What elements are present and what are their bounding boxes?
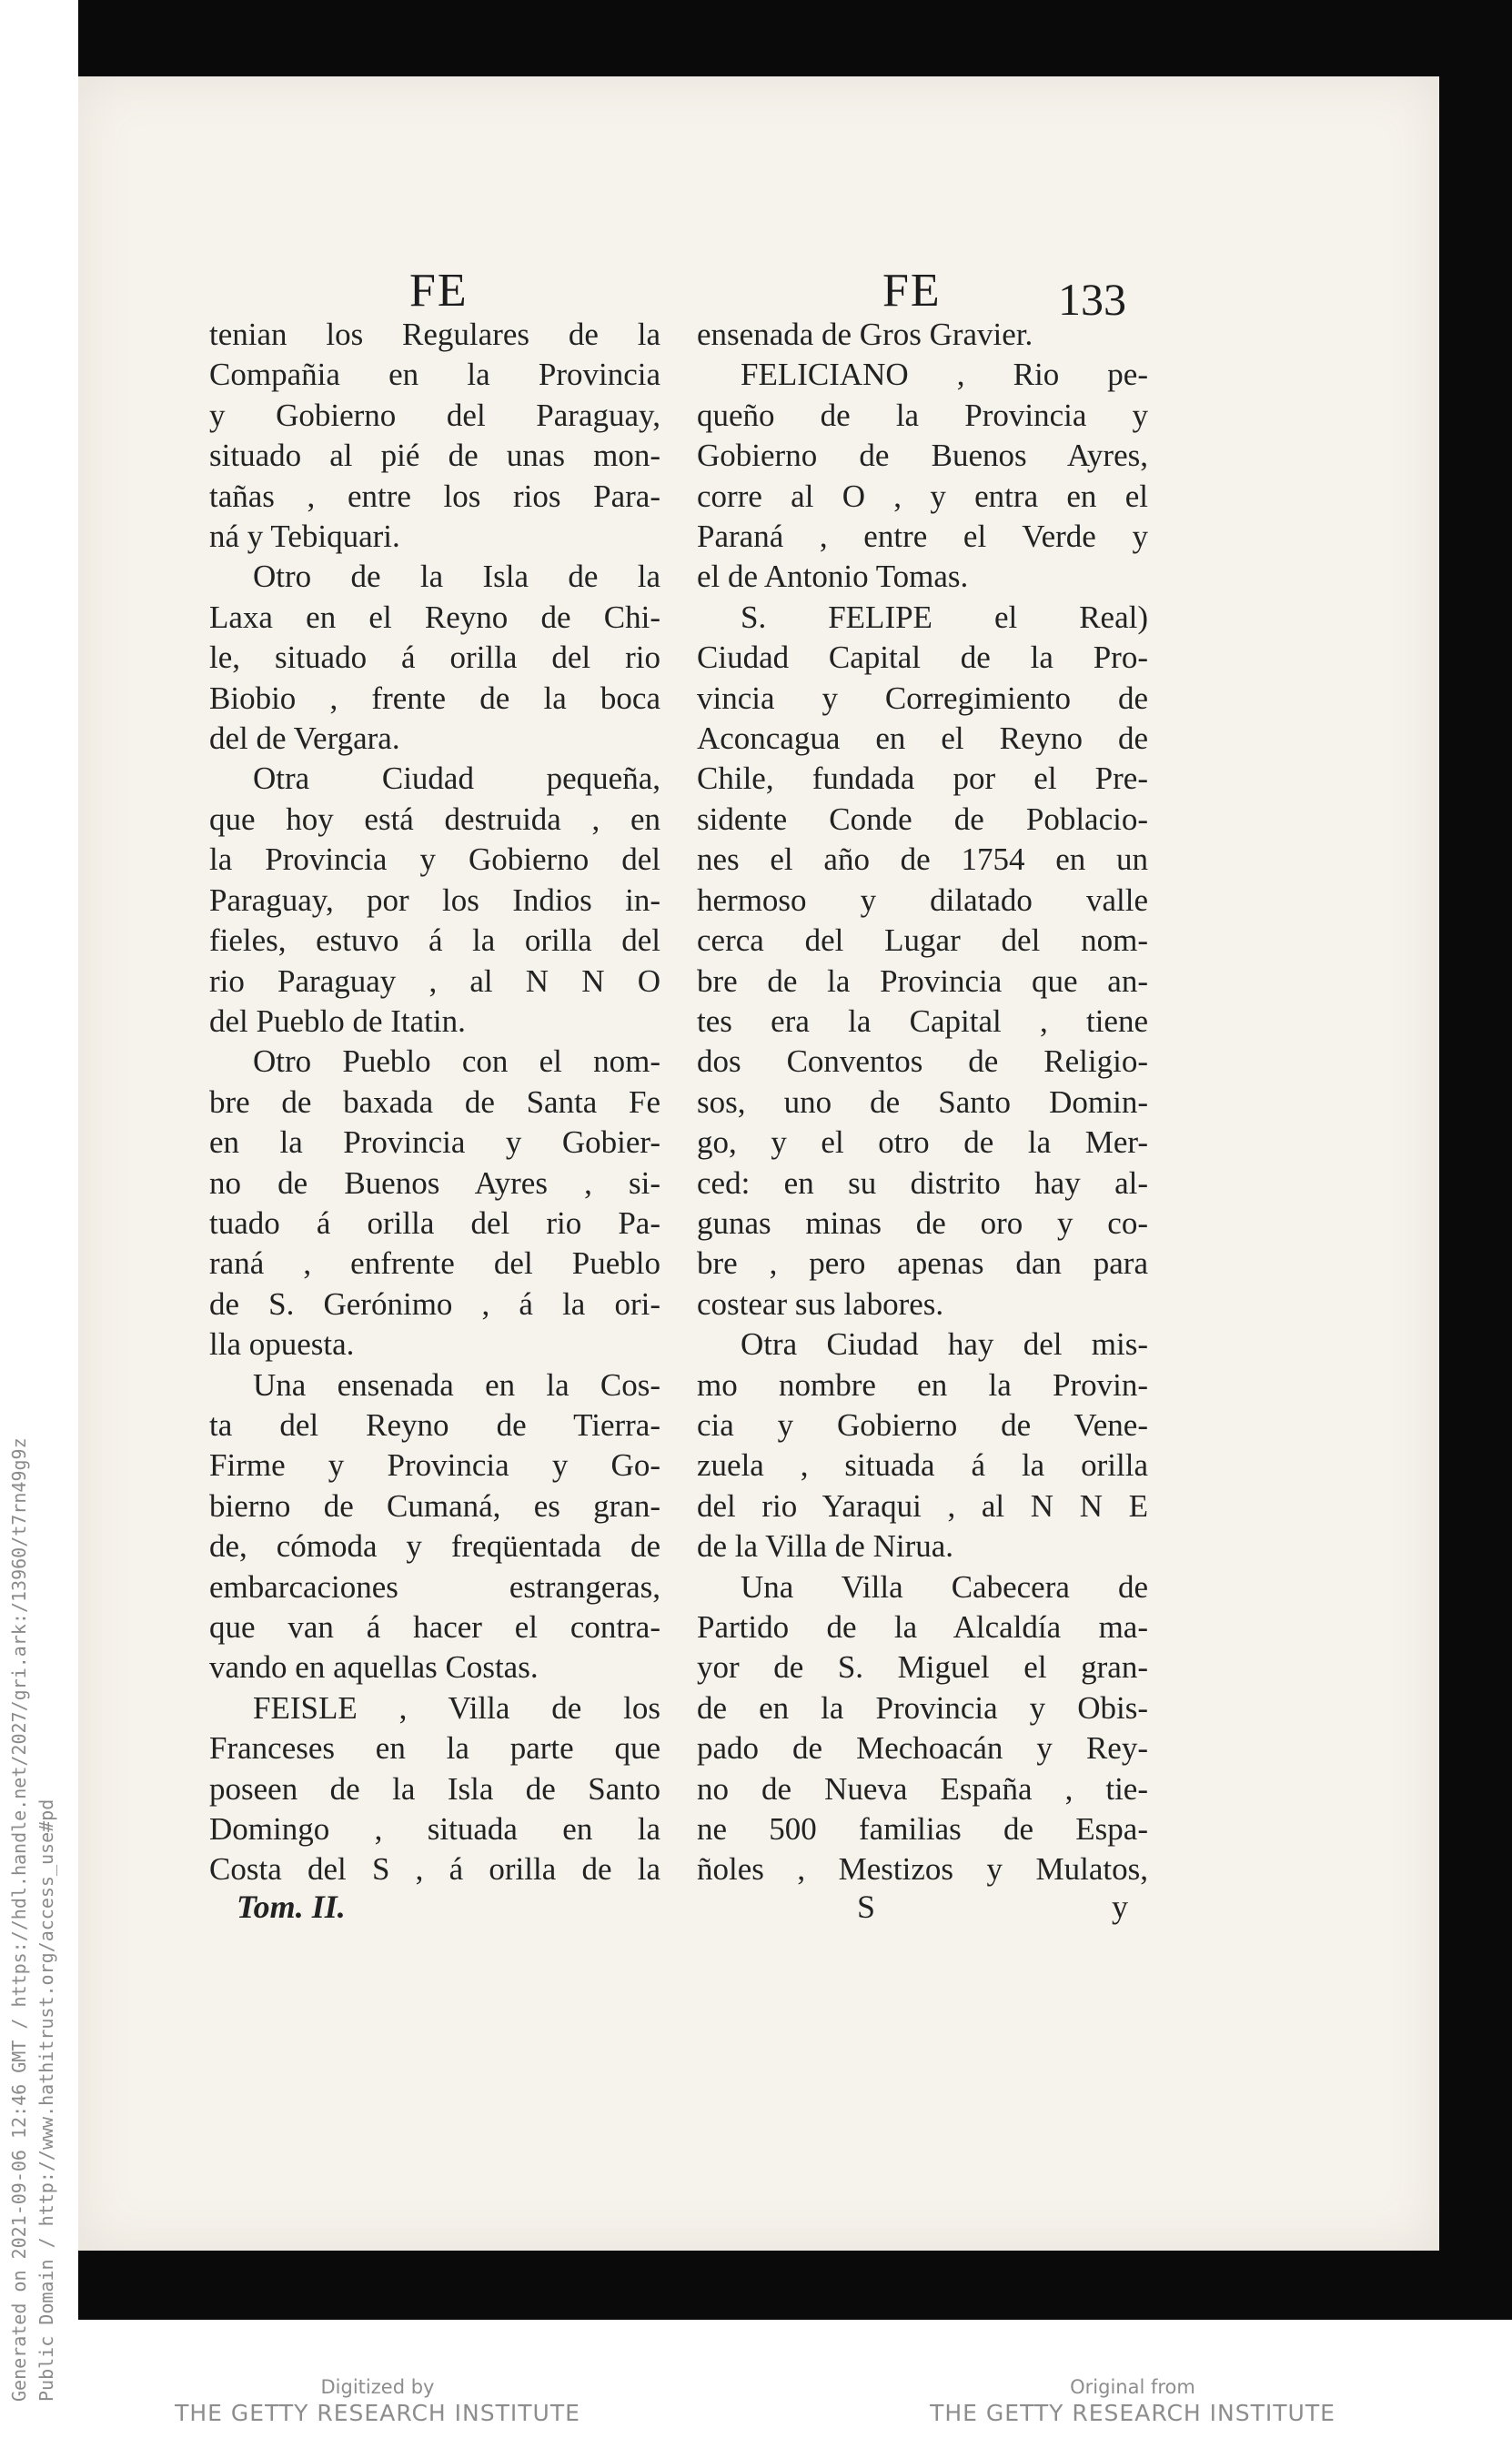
text-line: del de Vergara. — [209, 720, 400, 757]
text-line: zuela , situada á la orilla — [697, 1447, 1148, 1484]
text-line: Domingo , situada en la — [209, 1811, 660, 1848]
text-line: ná y Tebiquari. — [209, 519, 400, 555]
text-line: ced: en su distrito hay al- — [697, 1164, 1148, 1201]
text-line: costear sus labores. — [697, 1285, 944, 1322]
text-line: cia y Gobierno de Vene- — [697, 1406, 1148, 1443]
running-head-left: FE — [409, 265, 469, 317]
text-line: Compañia en la Provincia — [209, 357, 660, 393]
footer-original-from — [928, 2376, 1337, 2426]
text-line: Paraguay, por los Indios in- — [209, 882, 660, 918]
text-line: pado de Mechoacán y Rey- — [697, 1730, 1148, 1767]
text-line: tañas , entre los rios Para- — [209, 478, 660, 514]
running-head-right: FE — [882, 265, 942, 317]
text-line: de en la Provincia y Obis- — [697, 1689, 1148, 1726]
text-line: poseen de la Isla de Santo — [209, 1770, 660, 1807]
text-line: Paraná , entre el Verde y — [697, 519, 1148, 555]
text-line: yor de S. Miguel el gran- — [697, 1649, 1148, 1686]
catchword-right: y — [1112, 1889, 1128, 1925]
footer-left-small: Digitized by — [320, 2376, 435, 2398]
text-line: Otro de la Isla de la — [253, 559, 660, 595]
text-line: queño de la Provincia y — [697, 397, 1148, 433]
text-line: fieles, estuvo á la orilla del — [209, 922, 660, 959]
text-line: ta del Reyno de Tierra- — [209, 1406, 660, 1443]
text-line: dos Conventos de Religio- — [697, 1043, 1148, 1080]
text-line: bre , pero apenas dan para — [697, 1245, 1148, 1282]
text-line: situado al pié de unas mon- — [209, 438, 660, 474]
text-line: bre de baxada de Santa Fe — [209, 1083, 660, 1120]
text-line: gunas minas de oro y co- — [697, 1204, 1148, 1241]
text-line: que hoy está destruida , en — [209, 801, 660, 837]
text-line: vincia y Corregimiento de — [697, 680, 1148, 716]
text-line: FEISLE , Villa de los — [253, 1689, 660, 1726]
text-line: ne 500 familias de Espa- — [697, 1811, 1148, 1848]
signature-mark: Tom. II. — [237, 1889, 346, 1925]
text-line: tenian los Regulares de la — [209, 317, 660, 352]
text-line: Costa del S , á orilla de la — [209, 1851, 660, 1888]
text-line: del Pueblo de Itatin. — [209, 1002, 466, 1039]
text-line: Biobio , frente de la boca — [209, 680, 660, 716]
text-line: rio Paraguay , al N N O — [209, 962, 660, 999]
footer-left-institution: THE GETTY RESEARCH INSTITUTE — [175, 2400, 580, 2426]
text-line: Partido de la Alcaldía ma- — [697, 1609, 1148, 1645]
text-line: tes era la Capital , tiene — [697, 1002, 1148, 1039]
text-line: de S. Gerónimo , á la ori- — [209, 1285, 660, 1322]
text-line: la Provincia y Gobierno del — [209, 841, 660, 878]
text-line: que van á hacer el contra- — [209, 1609, 660, 1645]
text-line: FELICIANO , Rio pe- — [741, 357, 1148, 393]
text-line: en la Provincia y Gobier- — [209, 1124, 660, 1161]
text-line: tuado á orilla del rio Pa- — [209, 1204, 660, 1241]
text-line: Una ensenada en la Cos- — [253, 1366, 660, 1403]
text-line: Chile, fundada por el Pre- — [697, 761, 1148, 797]
text-line: de, cómoda y freqüentada de — [209, 1528, 660, 1565]
text-line: go, y el otro de la Mer- — [697, 1124, 1148, 1161]
text-line: no de Buenos Ayres , si- — [209, 1164, 660, 1201]
text-line: sos, uno de Santo Domin- — [697, 1083, 1148, 1120]
text-line: Gobierno de Buenos Ayres, — [697, 438, 1148, 474]
text-line: ensenada de Gros Gravier. — [697, 317, 1033, 352]
text-line: del rio Yaraqui , al N N E — [697, 1487, 1148, 1524]
text-line: Aconcagua en el Reyno de — [697, 720, 1148, 757]
text-line: Firme y Provincia y Go- — [209, 1447, 660, 1484]
text-line: de la Villa de Nirua. — [697, 1528, 954, 1565]
text-line: embarcaciones estrangeras, — [209, 1568, 660, 1605]
generation-watermark — [5, 1437, 60, 2402]
text-line: Ciudad Capital de la Pro- — [697, 640, 1148, 676]
text-line: lla opuesta. — [209, 1326, 355, 1363]
text-line: ñoles , Mestizos y Mulatos, — [697, 1851, 1148, 1888]
text-line: S. FELIPE el Real) — [741, 599, 1148, 635]
right-text-column — [697, 315, 1148, 1890]
text-line: bre de la Provincia que an- — [697, 962, 1148, 999]
text-line: hermoso y dilatado valle — [697, 882, 1148, 918]
text-line: Otra Ciudad pequeña, — [253, 761, 660, 797]
text-line: le, situado á orilla del rio — [209, 640, 660, 676]
watermark-line-2: Public Domain / http://www.hathitrust.org/access_use#pd — [35, 1798, 57, 2402]
footer-right-small: Original from — [1070, 2376, 1195, 2398]
text-line: corre al O , y entra en el — [697, 478, 1148, 514]
text-line: cerca del Lugar del nom- — [697, 922, 1148, 959]
text-line: Laxa en el Reyno de Chi- — [209, 599, 660, 635]
left-text-column — [209, 315, 660, 1890]
text-line: Una Villa Cabecera de — [741, 1568, 1148, 1605]
page-number: 133 — [1058, 274, 1126, 325]
watermark-line-1: Generated on 2021-09-06 12:46 GMT / https://hdl.handle.net/2027/gri.ark:/13960/t7rn49g9z — [8, 1437, 30, 2402]
text-line: el de Antonio Tomas. — [697, 559, 969, 595]
text-line: sidente Conde de Poblacio- — [697, 801, 1148, 837]
text-line: no de Nueva España , tie- — [697, 1770, 1148, 1807]
text-line: mo nombre en la Provin- — [697, 1366, 1148, 1403]
text-line: bierno de Cumaná, es gran- — [209, 1487, 660, 1524]
text-line: y Gobierno del Paraguay, — [209, 397, 660, 433]
text-line: Otro Pueblo con el nom- — [253, 1043, 660, 1080]
text-line: nes el año de 1754 en un — [697, 841, 1148, 878]
text-line: vando en aquellas Costas. — [209, 1649, 539, 1686]
catchword-center: S — [857, 1889, 876, 1925]
text-line: Otra Ciudad hay del mis- — [741, 1326, 1148, 1363]
footer-right-institution: THE GETTY RESEARCH INSTITUTE — [930, 2400, 1336, 2426]
footer-digitized-by — [173, 2376, 582, 2426]
text-line: raná , enfrente del Pueblo — [209, 1245, 660, 1282]
text-line: Franceses en la parte que — [209, 1730, 660, 1767]
